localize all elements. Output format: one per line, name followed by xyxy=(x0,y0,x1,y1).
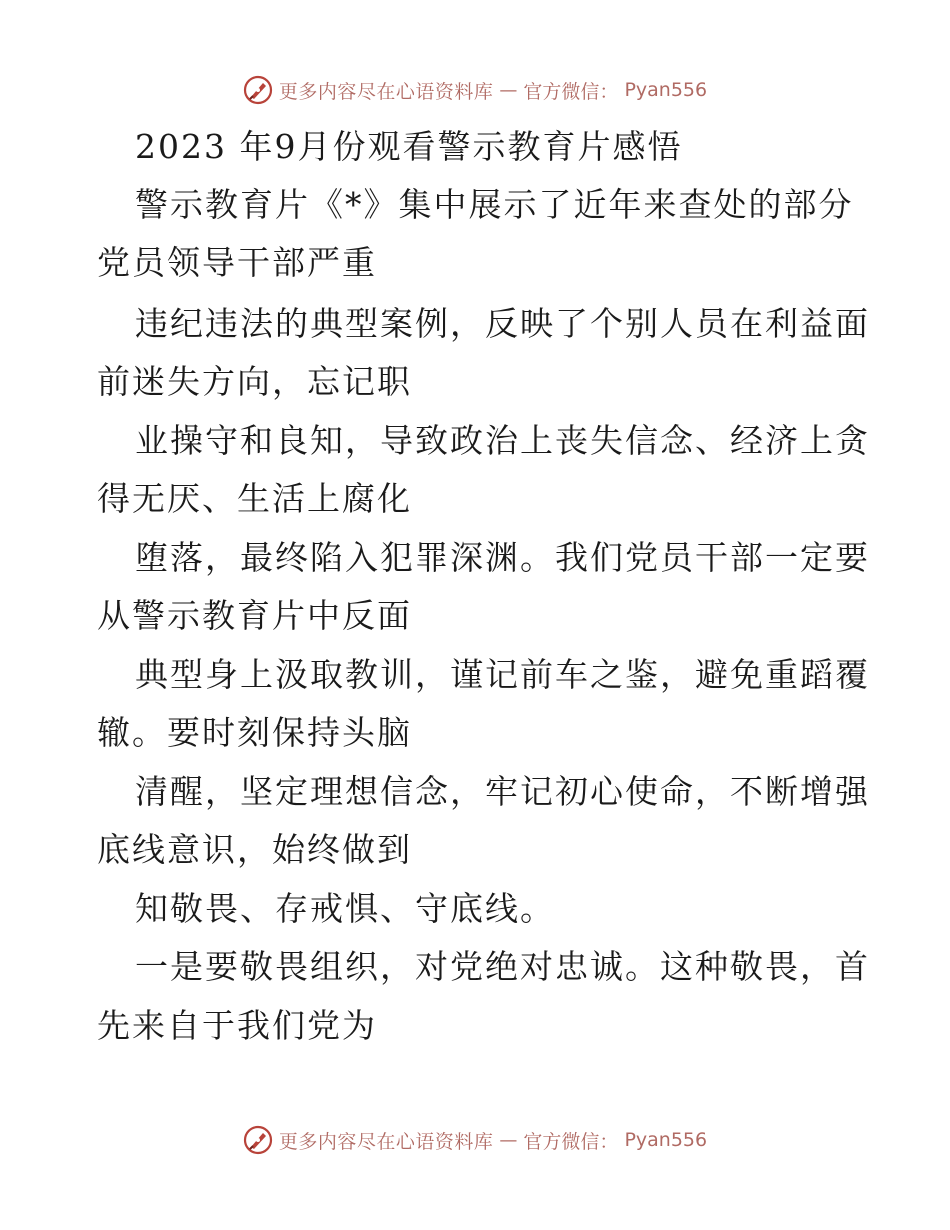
watermark-text: 更多内容尽在心语资料库 xyxy=(278,1130,494,1153)
paragraph-line: 典型身上汲取教训，谨记前车之鉴，避免重蹈覆 xyxy=(135,655,870,694)
paragraph-line: 警示教育片《*》集中展示了近年来查处的部分 xyxy=(135,185,854,224)
paragraph-line: 业操守和良知，导致政治上丧失信念、经济上贪 xyxy=(135,421,870,460)
watermark-separator: — xyxy=(499,1129,518,1151)
paragraph-line: 知敬畏、存戒惧、守底线。 xyxy=(135,889,555,928)
paragraph-line: 清醒，坚定理想信念，牢记初心使命，不断增强 xyxy=(135,772,870,811)
paragraph-line: 一是要敬畏组织，对党绝对忠诚。这种敬畏，首 xyxy=(135,947,870,986)
paragraph-line: 辙。要时刻保持头脑 xyxy=(97,713,412,752)
quill-pen-logo-icon xyxy=(243,1125,273,1155)
wechat-id: Pyan556 xyxy=(624,79,708,101)
quill-pen-logo-icon xyxy=(243,75,273,105)
paragraph-line: 违纪违法的典型案例，反映了个别人员在利益面 xyxy=(135,304,870,343)
watermark-separator: — xyxy=(499,79,518,101)
paragraph-line: 底线意识，始终做到 xyxy=(97,830,412,869)
wechat-label: 官方微信： xyxy=(523,1130,619,1153)
watermark-text: 更多内容尽在心语资料库 xyxy=(278,80,494,103)
footer-watermark-banner xyxy=(0,1120,950,1160)
paragraph-line: 先来自于我们党为 xyxy=(97,1006,377,1045)
paragraph-line: 前迷失方向，忘记职 xyxy=(97,362,412,401)
paragraph-line: 从警示教育片中反面 xyxy=(97,596,412,635)
wechat-id: Pyan556 xyxy=(624,1129,708,1151)
paragraph-line: 得无厌、生活上腐化 xyxy=(97,479,412,518)
header-watermark-banner xyxy=(0,70,950,110)
document-title: 2023 年9月份观看警示教育片感悟 xyxy=(135,127,683,166)
paragraph-line: 堕落，最终陷入犯罪深渊。我们党员干部一定要 xyxy=(135,538,870,577)
paragraph-line: 党员领导干部严重 xyxy=(97,243,377,282)
wechat-label: 官方微信： xyxy=(523,80,619,103)
